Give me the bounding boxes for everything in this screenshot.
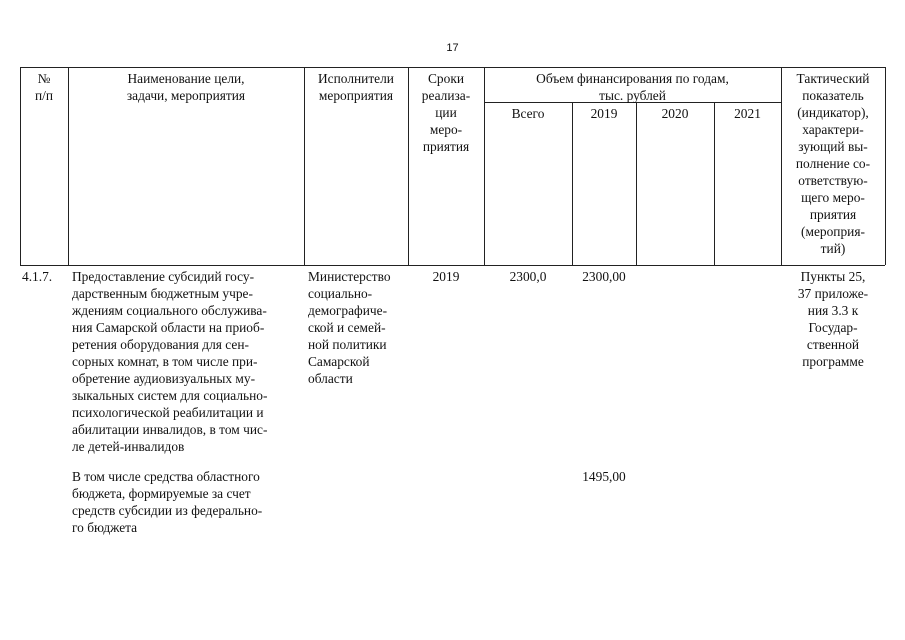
subrow-2019: 1495,00 [582,469,626,484]
row-name: Предоставление субсидий госу- дарственным бюджетным учре- ждениям социального обслужива- ния Самарской области на приоб- ретения оборудования для сен- сорных комнат, в том числе при- обретение аудиовизуальных му- зыкальных систем для социально- психологической реабилитации и абилитации инвалидов, в том чис- ле детей-инвалидов [72,269,268,454]
table-top-border [20,67,885,68]
row-executor: Министерство социально- демографиче- ской и семей- ной политики Самарской области [308,269,391,386]
col-border [636,102,637,265]
header-funding: Объем финансирования по годам, тыс. рублей [536,71,729,103]
row-indicator: Пункты 25, 37 приложе- ния 3.3 к Государ- ственной программе [797,269,869,369]
header-name: Наименование цели, задачи, мероприятия [126,71,246,103]
row-total: 2300,0 [509,269,547,284]
header-num: № п/п [34,71,54,103]
header-2019: 2019 [590,106,618,121]
row-2019: 2300,00 [582,269,626,284]
header-2021: 2021 [734,106,761,121]
row-term: 2019 [432,269,460,284]
col-border [714,102,715,265]
row-num: 4.1.7. [22,269,53,284]
header-indicator: Тактический показатель (индикатор), характери- зующий вы- полнение со- ответствую- щего меро- приятия (мероприя- тий) [795,71,871,256]
header-2020: 2020 [661,106,689,121]
col-border [572,102,573,265]
subrow-name: В том числе средства областного бюджета, формируемые за счет средств субсидии из федерально- го бюджета [72,469,263,535]
header-terms: Сроки реализа- ции меро- приятия [421,71,471,154]
header-bottom-border [20,265,885,266]
page-number: 17 [446,42,459,54]
header-executors: Исполнители мероприятия [318,71,394,103]
col-border [885,67,886,265]
header-total: Всего [511,106,545,121]
